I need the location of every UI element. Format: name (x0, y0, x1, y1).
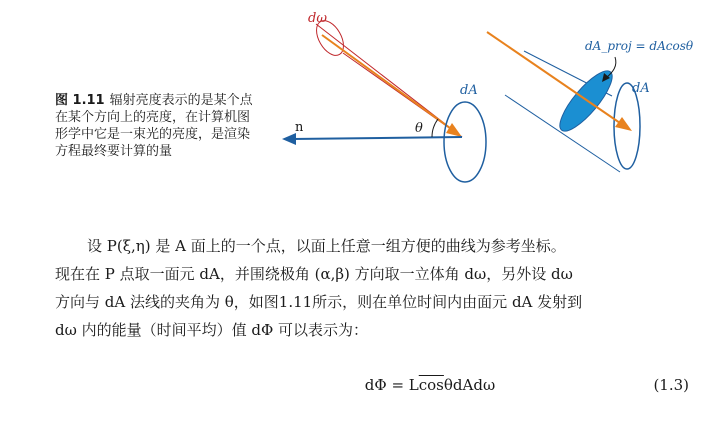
solid-angle-cone (311, 16, 462, 137)
equation-rhs: θdAdω (443, 376, 496, 394)
surface-element-left (444, 102, 486, 182)
figure-caption (55, 92, 255, 160)
paragraph-line: 现在在 P 点取一面元 dA，并围绕极角 (α,β) 方向取一立体角 dω，另外设 dω (55, 265, 573, 283)
normal-arrow (282, 133, 462, 145)
theta-arc (432, 119, 438, 137)
dA-label-left: dA (460, 83, 478, 98)
equation-lhs: dΦ = L (364, 376, 419, 394)
paragraph-line: 设 P(ξ,η) 是 A 面上的一个点，以面上任意一组方便的曲线为参考坐标。 (87, 237, 566, 255)
normal-label: n (295, 120, 304, 135)
caption-text: 辐射亮度表示的是某个点在某个方向上的亮度，在计算机图形学中它是一束光的亮度，是渲染方程最终要计算的量 (55, 93, 253, 159)
theta-label: θ (415, 121, 423, 136)
equation-number: (1.3) (653, 376, 689, 394)
radiance-equation (280, 376, 580, 394)
incoming-direction-arrow (322, 35, 462, 137)
projected-area-equation: dA_proj = dAcosθ (585, 39, 694, 53)
figure-number: 图 1.11 (55, 93, 105, 108)
equation-cos: $\overline{cos}$ (418, 376, 444, 394)
domega-label: dω (308, 11, 327, 26)
body-paragraph (55, 232, 695, 344)
projection-tube (505, 51, 640, 172)
paragraph-line: 方向与 dA 法线的夹角为 θ，如图1.11所示，则在单位时间内由面元 dA 发射到 (55, 293, 583, 311)
paragraph-line: dω 内的能量（时间平均）值 dΦ 可以表示为： (55, 321, 369, 339)
dA-label-right: dA (632, 81, 650, 96)
